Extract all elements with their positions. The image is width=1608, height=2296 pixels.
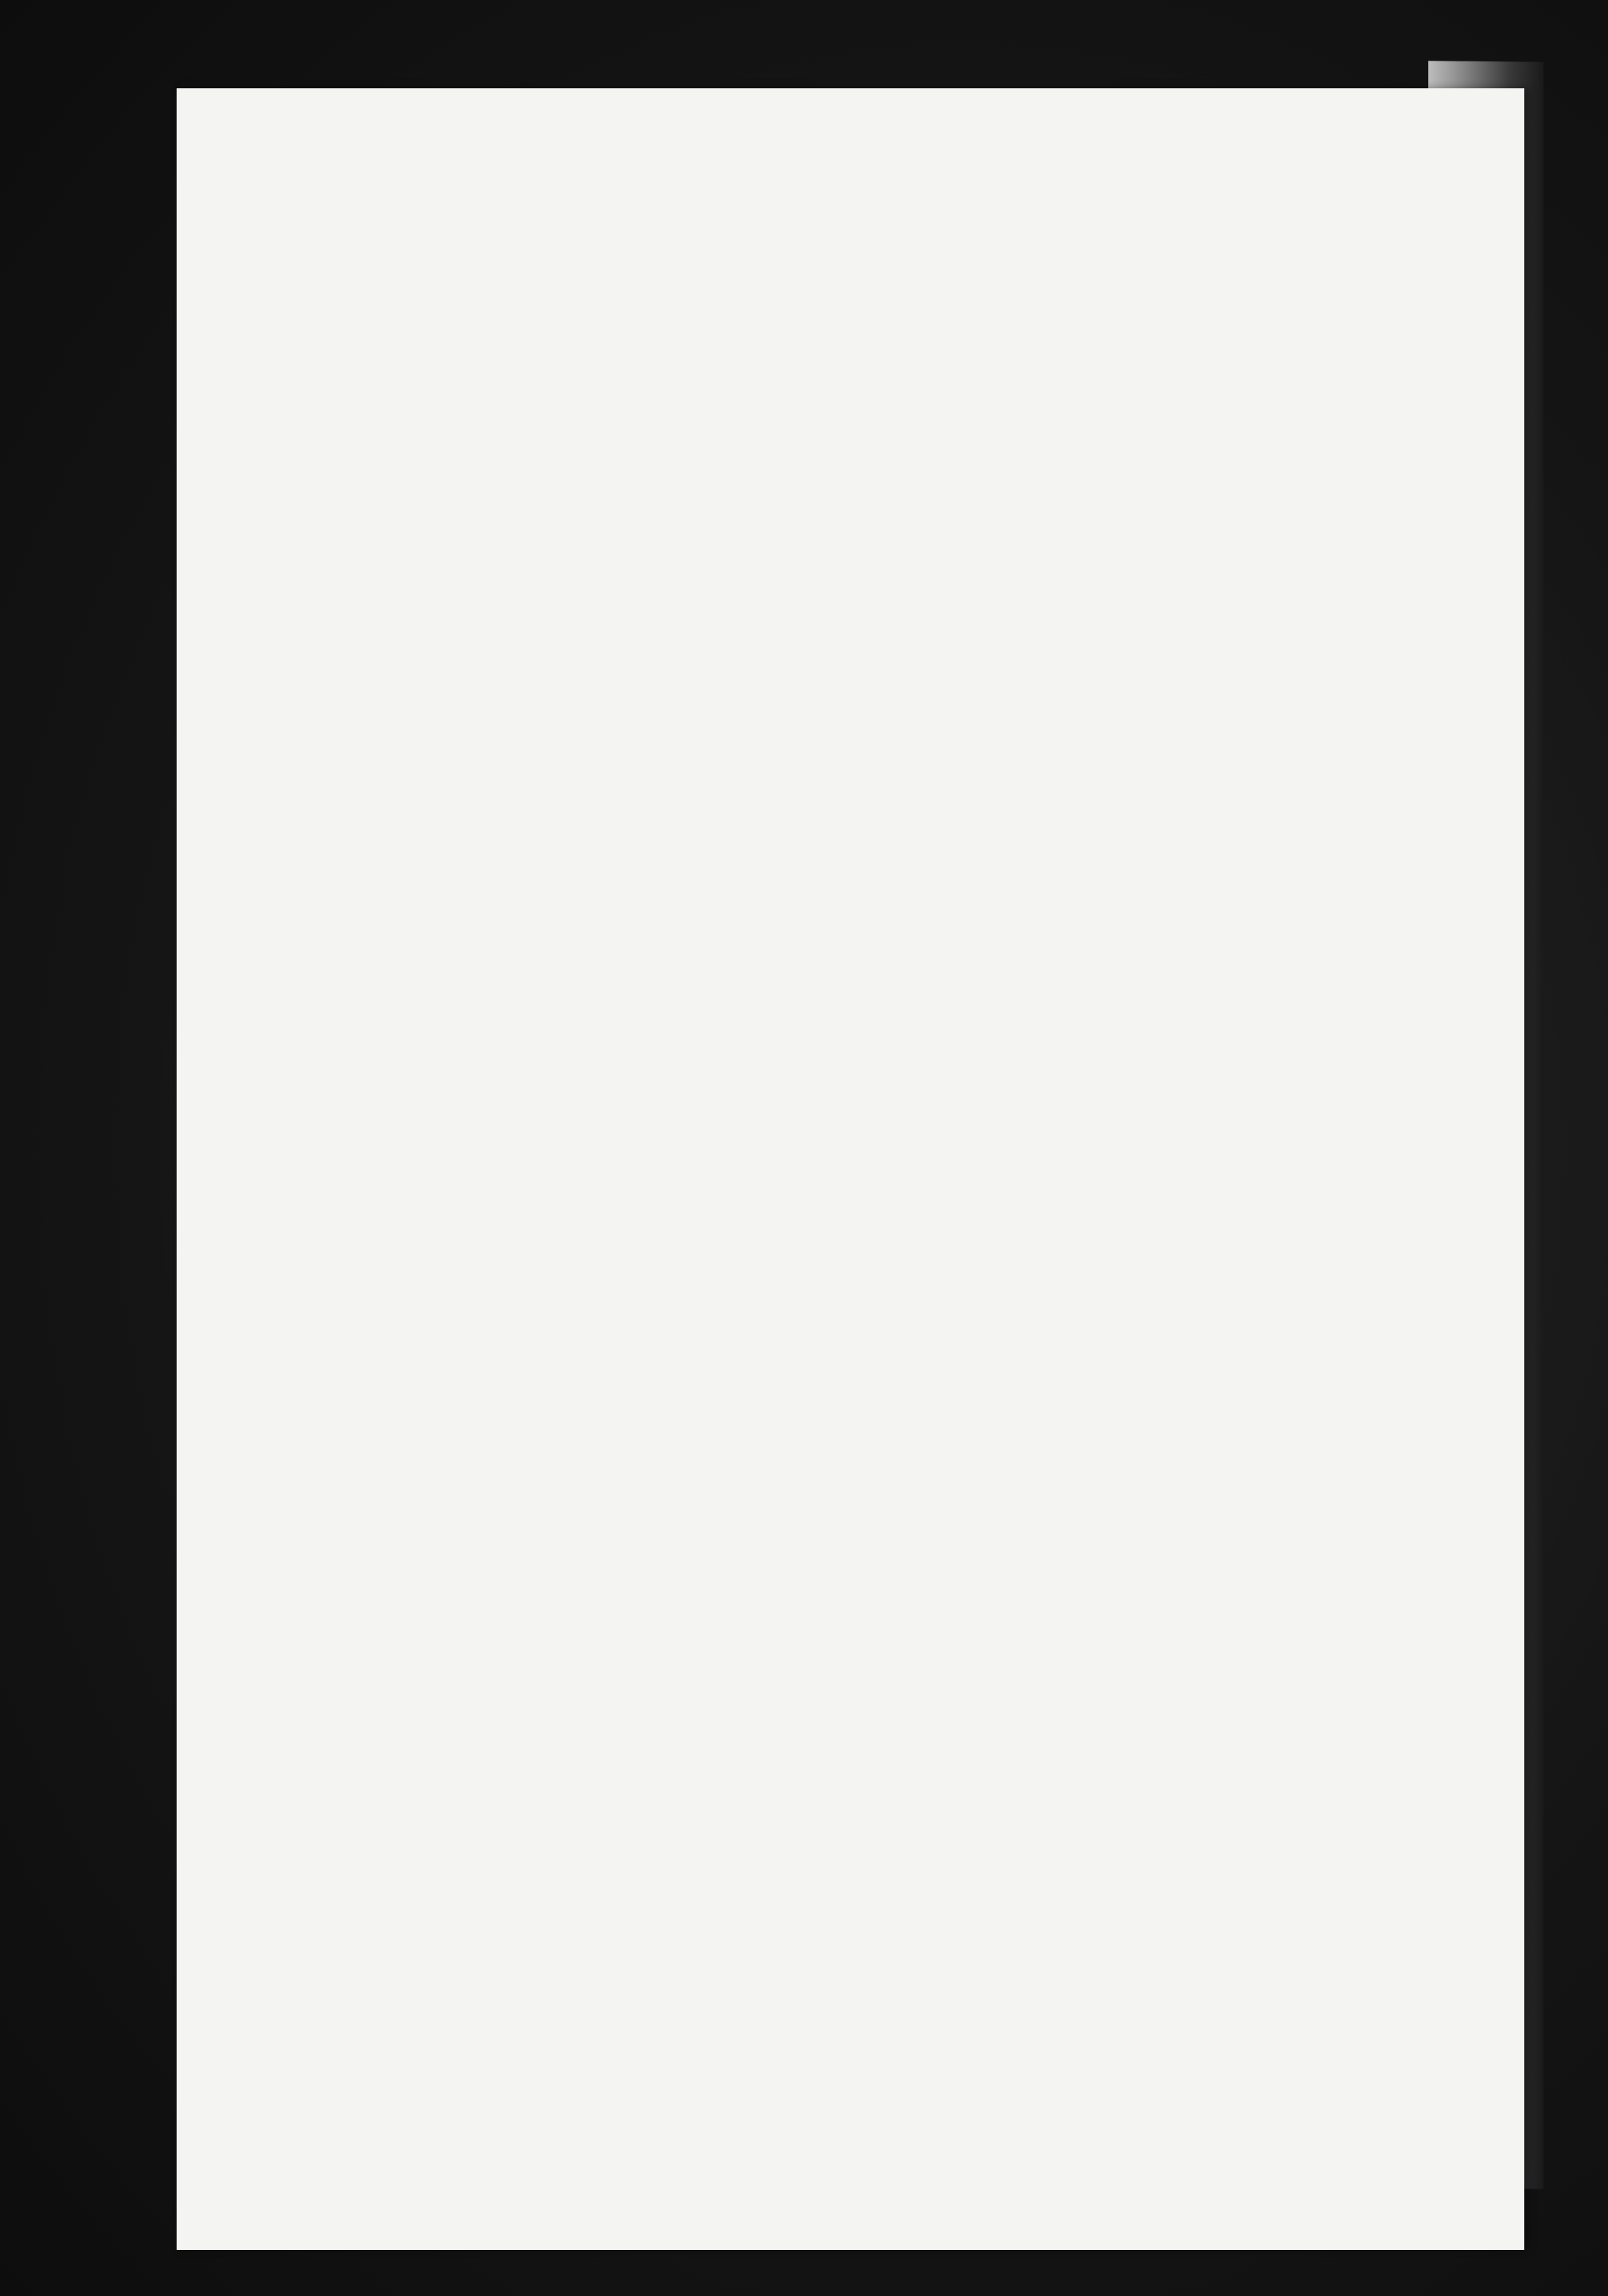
o-section-entries [276, 395, 1424, 402]
p-section-entries [273, 626, 1413, 637]
book-page [177, 88, 1524, 2250]
